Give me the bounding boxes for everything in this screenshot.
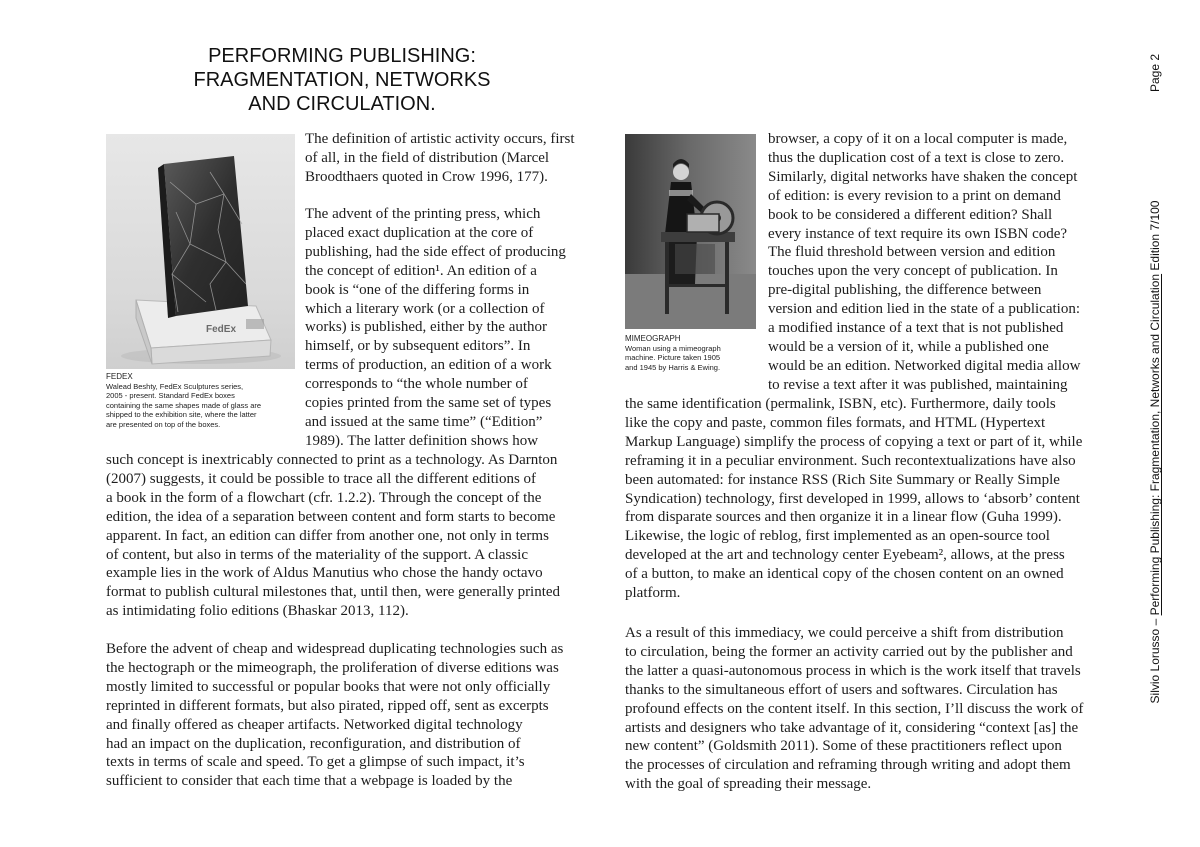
text-line: thanks to the simultaneous effort of users and softwares. Circulation has [625, 681, 1058, 698]
text-line: of edition: is every revision to a print on demand [768, 187, 1061, 204]
text-line: had an impact on the duplication, reconfiguration, and distribution of [106, 735, 521, 752]
fedex-sculpture-image [106, 134, 295, 369]
running-header-text [1148, 201, 1162, 704]
text-line: The fluid threshold between version and edition [768, 244, 1056, 261]
text-line: the latter a quasi-autonomous process in which is the work itself that travels [625, 662, 1081, 679]
title-line-3: AND CIRCULATION. [248, 93, 436, 115]
text-line: platform. [625, 585, 681, 602]
text-line: The definition of artistic activity occurs, first [305, 131, 575, 147]
text-line: new content” (Goldsmith 2011). Some of these practitioners reflect upon [625, 738, 1062, 755]
text-line: with the goal of spreading their message. [625, 776, 872, 793]
text-line: corresponds to “the whole number of [305, 376, 528, 393]
text-line: such concept is inextricably connected to print as a technology. As Darnton [106, 452, 558, 468]
text-line: the same identification (permalink, ISBN, etc). Furthermore, daily tools [625, 396, 1056, 412]
text-line: the hectograph or the mimeograph, the proliferation of diverse editions was [106, 659, 559, 676]
text-line: like the copy and paste, common files formats, and HTML (Hypertext [625, 414, 1046, 431]
text-line: browser, a copy of it on a local computer is made, [768, 131, 1068, 147]
text-line: would be a version of it, while a published one [768, 338, 1049, 355]
page-number-text: Page 2 [1148, 53, 1162, 93]
mimeograph-caption-text: Woman using a mimeograph [625, 343, 721, 353]
text-line: and finally offered as cheaper artifacts. Networked digital technology [106, 716, 523, 733]
text-line: pre-digital publishing, the difference between [768, 282, 1042, 299]
text-line: Syndication) technology, first developed in 1999, allows to ‘absorb’ content [625, 490, 1080, 507]
text-line: works) is published, either by the author [305, 319, 548, 336]
title-line-1: PERFORMING PUBLISHING: [208, 45, 476, 67]
text-line: example lies in the work of Aldus Manutius who chose the handy octavo [106, 565, 543, 582]
text-line: which a literary work (or a collection of [305, 300, 545, 317]
text-line: terms of production, an edition of a work [305, 357, 552, 374]
text-line: edition, the idea of a separation between content and form starts to become [106, 508, 556, 525]
page-number [1145, 48, 1165, 98]
text-line: of a button, to make an identical copy of the chosen content on an owned [625, 566, 1064, 583]
mimeograph-caption-label: MIMEOGRAPH [625, 334, 681, 343]
text-line: a modified instance of a text that is not published [768, 320, 1064, 337]
page-title [182, 44, 502, 116]
fedex-caption-text: shipped to the exhibition site, where the latter [106, 410, 257, 420]
text-line: publishing, had the side effect of producing [305, 243, 566, 260]
text-line: As a result of this immediacy, we could perceive a shift from distribution [625, 625, 1064, 641]
text-line: book is “one of the differing forms in [305, 281, 530, 298]
text-line: touches upon the very concept of publication. In [768, 263, 1058, 280]
fedex-sculpture-photo [106, 134, 295, 369]
text-line: The advent of the printing press, which [305, 206, 541, 222]
text-line: 1989). The latter definition shows how [305, 432, 539, 449]
text-line: apparent. In fact, an edition can differ from another one, not only in terms [106, 527, 549, 544]
text-line: thus the duplication cost of a text is close to zero. [768, 149, 1065, 166]
text-line: of content, but also in terms of the materiality of the support. A classic [106, 546, 528, 563]
text-line: would be an edition. Networked digital media allow [768, 357, 1081, 374]
right-paragraph-2 [625, 624, 1115, 794]
edition-label: Edition 7/100 [1148, 200, 1162, 274]
fedex-caption-text: containing the same shapes made of glass are [106, 400, 262, 410]
text-line: of all, in the field of distribution (Marcel [305, 149, 550, 166]
text-line: version and edition lied in the state of a publication: [768, 301, 1081, 318]
author-name: Silvio Lorusso – [1148, 615, 1162, 704]
text-line: sufficient to consider that each time that a webpage is loaded by the [106, 773, 513, 790]
text-line: himself, or by subsequent editors”. In [305, 338, 531, 355]
fedex-caption-text: are presented on top of the boxes. [106, 419, 221, 429]
fedex-caption-label: FEDEX [106, 372, 133, 381]
text-line: to revise a text after it was published, maintaining [768, 376, 1068, 393]
text-line: (2007) suggests, it could be possible to trace all the different editions of [106, 470, 537, 487]
mimeograph-photo [625, 134, 756, 329]
right-paragraph-1-narrow [768, 130, 1108, 395]
thesis-title: Performing Publishing: Fragmentation, Networks and Circulation [1148, 273, 1162, 616]
title-line-2: FRAGMENTATION, NETWORKS [193, 69, 491, 91]
left-paragraph-2-wide [106, 451, 586, 621]
text-line: texts in terms of scale and speed. To get a glimpse of such impact, it’s [106, 754, 525, 771]
text-line: as intimidating folio editions (Bhaskar 2013, 112). [106, 603, 409, 620]
text-line: every instance of text require its own ISBN code? [768, 225, 1068, 242]
text-line: Broodthaers quoted in Crow 1996, 177). [305, 168, 548, 185]
mimeograph-caption-text: machine. Picture taken 1905 [625, 353, 721, 363]
text-line: the processes of circulation and reframing through writing and adopt them [625, 757, 1071, 774]
text-line: Likewise, the logic of reblog, first implemented as an open-source tool [625, 528, 1050, 545]
left-paragraph-3 [106, 640, 586, 791]
right-paragraph-1-wide [625, 395, 1115, 603]
text-line: been automated: for instance RSS (Rich Site Summary or Really Simple [625, 471, 1060, 488]
mimeograph-image [625, 134, 756, 329]
text-line: reframing it in a peculiar environment. Such recontextualizations have also [625, 452, 1076, 469]
text-line: format to publish cultural milestones that, until then, were generally printed [106, 584, 561, 601]
text-line: a book in the form of a flowchart (cfr. 1.2.2). Through the concept of the [106, 489, 542, 506]
text-line: to circulation, being the former an activity carried out by the publisher and [625, 643, 1073, 660]
text-line: Before the advent of cheap and widespread duplicating technologies such as [106, 641, 564, 657]
text-line: book to be considered a different edition? Shall [768, 206, 1053, 223]
text-line: placed exact duplication at the core of [305, 224, 534, 241]
text-line: artists and designers who take advantage of it, considering “context [as] the [625, 719, 1079, 736]
text-line: copies printed from the same set of types [305, 395, 552, 412]
text-line: and issued at the same time” (“Edition” [305, 413, 543, 430]
text-line: the concept of edition¹. An edition of a [305, 262, 537, 279]
left-paragraph-2-narrow [305, 205, 595, 451]
mimeograph-caption-text: and 1945 by Harris & Ewing. [625, 362, 721, 372]
text-line: developed at the art and technology center Eyebeam², allows, at the press [625, 547, 1065, 564]
fedex-caption [106, 372, 301, 430]
text-line: Markup Language) simplify the process of copying a text or part of it, while [625, 433, 1083, 450]
fedex-box-text: FedEx [206, 324, 237, 335]
text-line: reprinted in different formats, but also pirated, ripped off, sent as excerpts [106, 697, 549, 714]
text-line: mostly limited to successful or popular books that were not only officially [106, 678, 551, 695]
fedex-caption-text: 2005 - present. Standard FedEx boxes [106, 391, 235, 401]
fedex-caption-text: Walead Beshty, FedEx Sculptures series, [106, 381, 244, 391]
mimeograph-caption [625, 334, 765, 372]
text-line: Similarly, digital networks have shaken the concept [768, 168, 1078, 185]
text-line: profound effects on the content itself. In this section, I’ll discuss the work of [625, 700, 1084, 717]
left-paragraph-1 [305, 130, 595, 187]
text-line: from disparate sources and then organize it in a linear flow (Guha 1999). [625, 509, 1062, 526]
